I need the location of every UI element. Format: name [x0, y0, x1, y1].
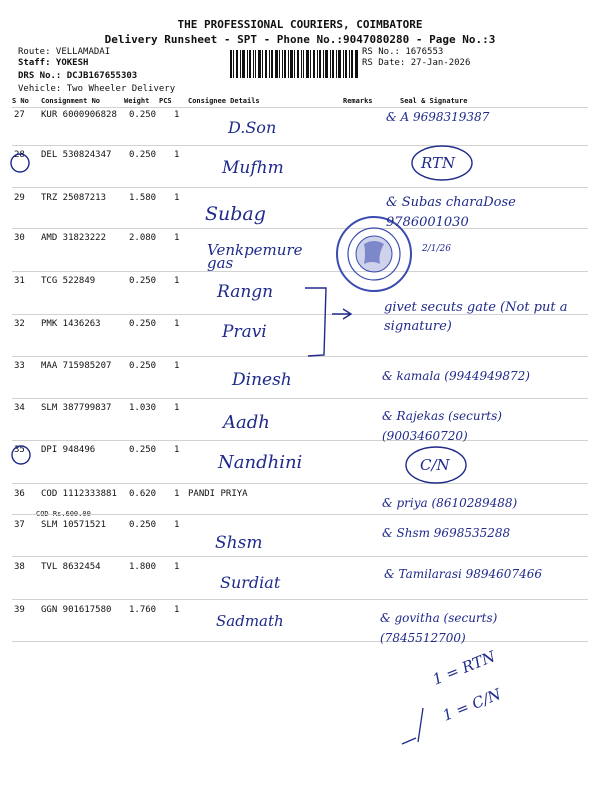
handwritten-consignee-34: Aadh	[223, 412, 270, 433]
row-sno: 35	[14, 445, 25, 455]
row-sno: 34	[14, 403, 25, 413]
row-consignment-no: TCG 522849	[41, 276, 96, 286]
signature-39: & govitha (securts) (7845512700)	[380, 611, 498, 645]
drs-number: DRS No.: DCJB167655303	[18, 71, 138, 81]
col-header-weight: Weight	[124, 97, 150, 105]
row-pcs: 1	[174, 520, 180, 530]
row-weight: 0.250	[129, 150, 157, 160]
handwritten-consignee-37: Shsm	[215, 533, 263, 553]
row-consignment-no: PMK 1436263	[41, 319, 101, 329]
route-label: Route: VELLAMADAI	[18, 47, 111, 57]
row-weight: 0.250	[129, 276, 157, 286]
row-sno: 30	[14, 233, 25, 243]
handwritten-consignee-30: Venkpemure gas	[207, 241, 303, 272]
row-pcs: 1	[174, 319, 180, 329]
col-header-pcs: PCS	[159, 97, 172, 105]
row-weight: 0.250	[129, 110, 157, 120]
handwritten-consignee-32: Pravi	[222, 322, 267, 342]
bracket-mark	[305, 288, 326, 356]
row-pcs: 1	[174, 562, 180, 572]
handwritten-consignee-38: Surdiat	[220, 573, 281, 592]
row-pcs: 1	[174, 276, 180, 286]
row-consignment-no: DEL 530824347	[41, 150, 112, 160]
circle-mark-35	[12, 446, 30, 464]
row-pcs: 1	[174, 150, 180, 160]
row-weight: 0.250	[129, 445, 157, 455]
row-consignment-no: MAA 715985207	[41, 361, 112, 371]
rs-date: RS Date: 27-Jan-2026	[362, 58, 471, 68]
rs-number: RS No.: 1676553	[362, 47, 444, 57]
signature-34: & Rajekas (securts) (9003460720)	[382, 409, 502, 443]
row-weight: 2.080	[129, 233, 157, 243]
runsheet-title: THE PROFESSIONAL COURIERS, COIMBATORE	[177, 18, 423, 31]
col-header-consignee: Consignee Details	[188, 97, 260, 105]
row-consignment-no: AMD 31823222	[41, 233, 107, 243]
row-sno: 32	[14, 319, 25, 329]
row-weight: 0.250	[129, 520, 157, 530]
staff-label: Staff: YOKESH	[18, 58, 89, 68]
row-consignment-no: COD 1112333881	[41, 489, 117, 499]
row-weight: 1.760	[129, 605, 157, 615]
row-pcs: 1	[174, 403, 180, 413]
signature-31-32-note: givet secuts gate (Not put a signature)	[384, 300, 568, 334]
row-weight: 0.250	[129, 319, 157, 329]
col-header-consignment: Consignment No	[41, 97, 101, 105]
handwritten-consignee-31: Rangn	[217, 282, 274, 302]
row-pcs: 1	[174, 605, 180, 615]
col-header-remarks: Remarks	[343, 97, 373, 105]
signature-36: & priya (8610289488)	[382, 496, 518, 510]
row-consignment-no: GGN 901617580	[41, 605, 112, 615]
row-consignment-no: TRZ 25087213	[41, 193, 107, 203]
row-sno: 29	[14, 193, 25, 203]
row-consignment-no: TVL 8632454	[41, 562, 101, 572]
row-pcs: 1	[174, 110, 180, 120]
row-consignment-no: KUR 6000906828	[41, 110, 117, 120]
handwritten-consignee-27: D.Son	[228, 118, 277, 137]
row-weight: 1.580	[129, 193, 157, 203]
row-sno: 31	[14, 276, 25, 286]
row-consignment-no: SLM 10571521	[41, 520, 107, 530]
handwritten-consignee-35: Nandhini	[218, 452, 303, 473]
row-weight: 1.030	[129, 403, 157, 413]
signature-27: & A 9698319387	[386, 110, 490, 124]
legend-cin: 1 = C/N	[440, 685, 504, 725]
row-consignment-no: DPI 948496	[41, 445, 96, 455]
row-weight: 0.620	[129, 489, 157, 499]
row-sno: 37	[14, 520, 25, 530]
row-pcs: 1	[174, 233, 180, 243]
circle-mark-28	[11, 154, 29, 172]
vehicle-label: Vehicle: Two Wheeler Delivery	[18, 84, 176, 94]
row-sno: 33	[14, 361, 25, 371]
signature-28-rtn: RTN	[421, 154, 456, 172]
handwritten-consignee-29: Subag	[205, 203, 266, 225]
row-weight: 1.800	[129, 562, 157, 572]
legend-rtn: 1 = RTN	[430, 647, 498, 689]
signature-38: & Tamilarasi 9894607466	[384, 567, 542, 581]
runsheet-subtitle: Delivery Runsheet - SPT - Phone No.:9047080280 - Page No.:3	[104, 33, 496, 46]
row-pcs: 1	[174, 489, 180, 499]
handwritten-consignee-33: Dinesh	[232, 370, 292, 390]
stamp-date-note: 2/1/26	[422, 244, 451, 254]
row-sno: 28	[14, 150, 25, 160]
row-consignee: PANDI PRIYA	[188, 489, 248, 499]
handwritten-consignee-28: Mufhm	[222, 158, 284, 178]
row-consignment-no: SLM 387799837	[41, 403, 112, 413]
signature-35-cin: C/N	[420, 456, 450, 474]
row-sno: 39	[14, 605, 25, 615]
row-sno: 36	[14, 489, 25, 499]
signature-29: & Subas charaDose 9786001030	[386, 195, 516, 230]
row-cod-amount: COD Rs.600.00	[36, 510, 91, 518]
signature-33: & kamala (9944949872)	[382, 369, 530, 383]
row-pcs: 1	[174, 193, 180, 203]
signature-37: & Shsm 9698535288	[382, 526, 511, 540]
handwritten-consignee-39: Sadmath	[216, 612, 284, 630]
row-weight: 0.250	[129, 361, 157, 371]
col-header-sno: S No	[12, 97, 29, 105]
legend-tick	[402, 708, 423, 744]
row-sno: 38	[14, 562, 25, 572]
col-header-seal-signature: Seal & Signature	[400, 97, 468, 105]
row-sno: 27	[14, 110, 25, 120]
row-pcs: 1	[174, 445, 180, 455]
arrow-mark	[332, 309, 351, 319]
row-pcs: 1	[174, 361, 180, 371]
